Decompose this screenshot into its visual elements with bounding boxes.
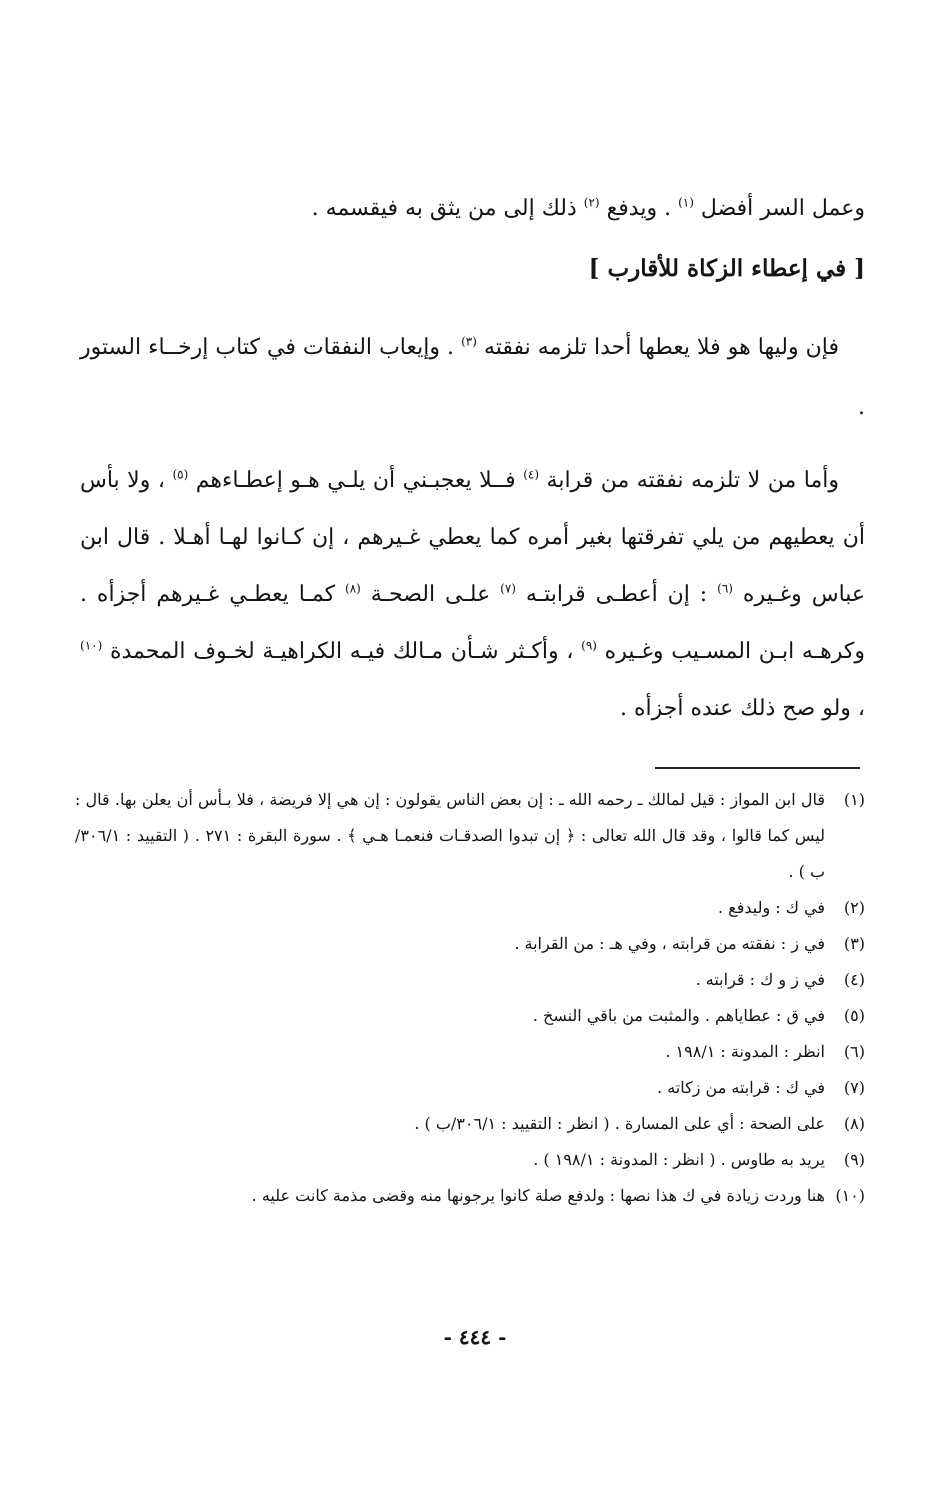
footnote-text: على الصحة : أي على المسارة . ( انظر : التقييد : ٣٠٦/١/ب ) . [414,1114,825,1133]
text-segment: ، وأكـثر شـأن مـالك فيـه الكراهيـة لخـوف المحمدة [109,639,574,664]
footnote-text: يريد به طاوس . ( انظر : المدونة : ١٩٨/١ ) . [533,1150,825,1169]
page-number: - ٤٤٤ - [443,1325,507,1349]
text-segment: وأما من لا تلزمه نفقته من قرابة [546,468,839,493]
text-segment: . ويدفع [606,196,672,221]
text-segment: : إن أعطـى قرابتـه [525,582,708,607]
text-segment: كمـا يعطـي غـيرهم أجزأه . وكرهـه ابـن المسـيب وغـيره [80,582,865,664]
text-segment: علـى الصحـة [370,582,491,607]
footnote-number: (٢) [843,898,865,917]
text-segment: فــلا يعجبـني أن يلـي هـو إعطـاءهم [195,468,516,493]
footnote-text: في ز : نفقته من قرابته ، وفي هـ : من القرابة . [514,934,825,953]
footnote-text: هنا وردت زيادة في ك هذا نصها : ولدفع صلة كانوا يرجونها منه وقضى مذمة كانت عليه . [251,1186,825,1205]
footnote-ref: (١) [678,195,694,210]
footnote-number: (٦) [843,1042,865,1061]
opening-line [312,196,865,221]
footnote-ref: (٧) [500,581,516,596]
text-segment: ، ولا بأس أن يعطيهم من يلي تفرقتها بغير أمره كما يعطي غـيرهم ، إن كـانوا لهـا أهـلا . قال ابن عباس وغـيره [80,468,866,607]
footnote-ref: (٢) [583,195,600,210]
footnote-ref: (١٠) [80,638,103,653]
footnote-number: (٩) [843,1150,865,1169]
text-segment: ، ولو صح ذلك عنده أجزأه . [620,696,865,721]
footnote-3 [75,926,865,962]
text-segment: ذلك إلى من يثق به فيقسمه . [311,196,577,221]
footnotes [75,782,865,1214]
footnote-number: (١٠) [835,1186,865,1205]
text-segment: فإن وليها هو فلا يعطها أحدا تلزمه نفقته [483,335,839,360]
footnote-ref: (٣) [461,334,477,349]
footnote-text: في ك : وليدفع . [718,898,825,917]
footnote-number: (٨) [843,1114,865,1133]
footnote-2 [75,890,865,926]
footnote-text: انظر : المدونة : ١٩٨/١ . [665,1042,825,1061]
footnote-number: (٥) [843,1006,865,1025]
footnote-10 [75,1178,865,1214]
footnote-text: في ق : عطاياهم . والمثبت من باقي النسخ . [532,1006,825,1025]
footnote-number: (٣) [843,934,865,953]
footnote-ref: (٩) [581,638,597,653]
footnote-text: في ك : قرابته من زكاته . [657,1078,825,1097]
paragraph-1 [80,318,865,438]
footnote-5 [75,998,865,1034]
text-segment: . وإيعاب النفقات في كتاب إرخــاء الستور . [80,335,865,420]
footnote-9 [75,1142,865,1178]
footnote-4 [75,962,865,998]
footnote-ref: (٥) [172,467,189,482]
section-heading: [ في إعطاء الزكاة للأقارب ] [588,255,865,282]
footnote-ref: (٨) [345,581,361,596]
paragraph-2 [80,452,865,737]
footnote-8 [75,1106,865,1142]
footnote-number: (٤) [843,970,865,989]
footnote-text: قال ابن المواز : قيل لمالك ـ رحمه الله ـ : إن بعض الناس يقولون : إن هي إلا فريضة ، فلا بـأس أن يعلن بها. قال : ليس كما قالوا ، وقد قال الله تعالى : ﴿ إن تبدوا الصدقـات فنعمـا هـي ﴾ . سورة البقرة : ٢٧١ . ( التقييد : ٣٠٦/١/ب ) . [75,790,825,881]
footnote-number: (١) [843,790,865,809]
footnote-ref: (٦) [717,581,733,596]
footnote-ref: (٤) [523,467,540,482]
footnote-number: (٧) [843,1078,865,1097]
footnote-1 [75,782,865,890]
footnote-6 [75,1034,865,1070]
text-segment: وعمل السر أفضل [700,196,865,221]
footnote-7 [75,1070,865,1106]
footnote-divider [655,767,860,769]
footnote-text: في ز و ك : قرابته . [695,970,825,989]
